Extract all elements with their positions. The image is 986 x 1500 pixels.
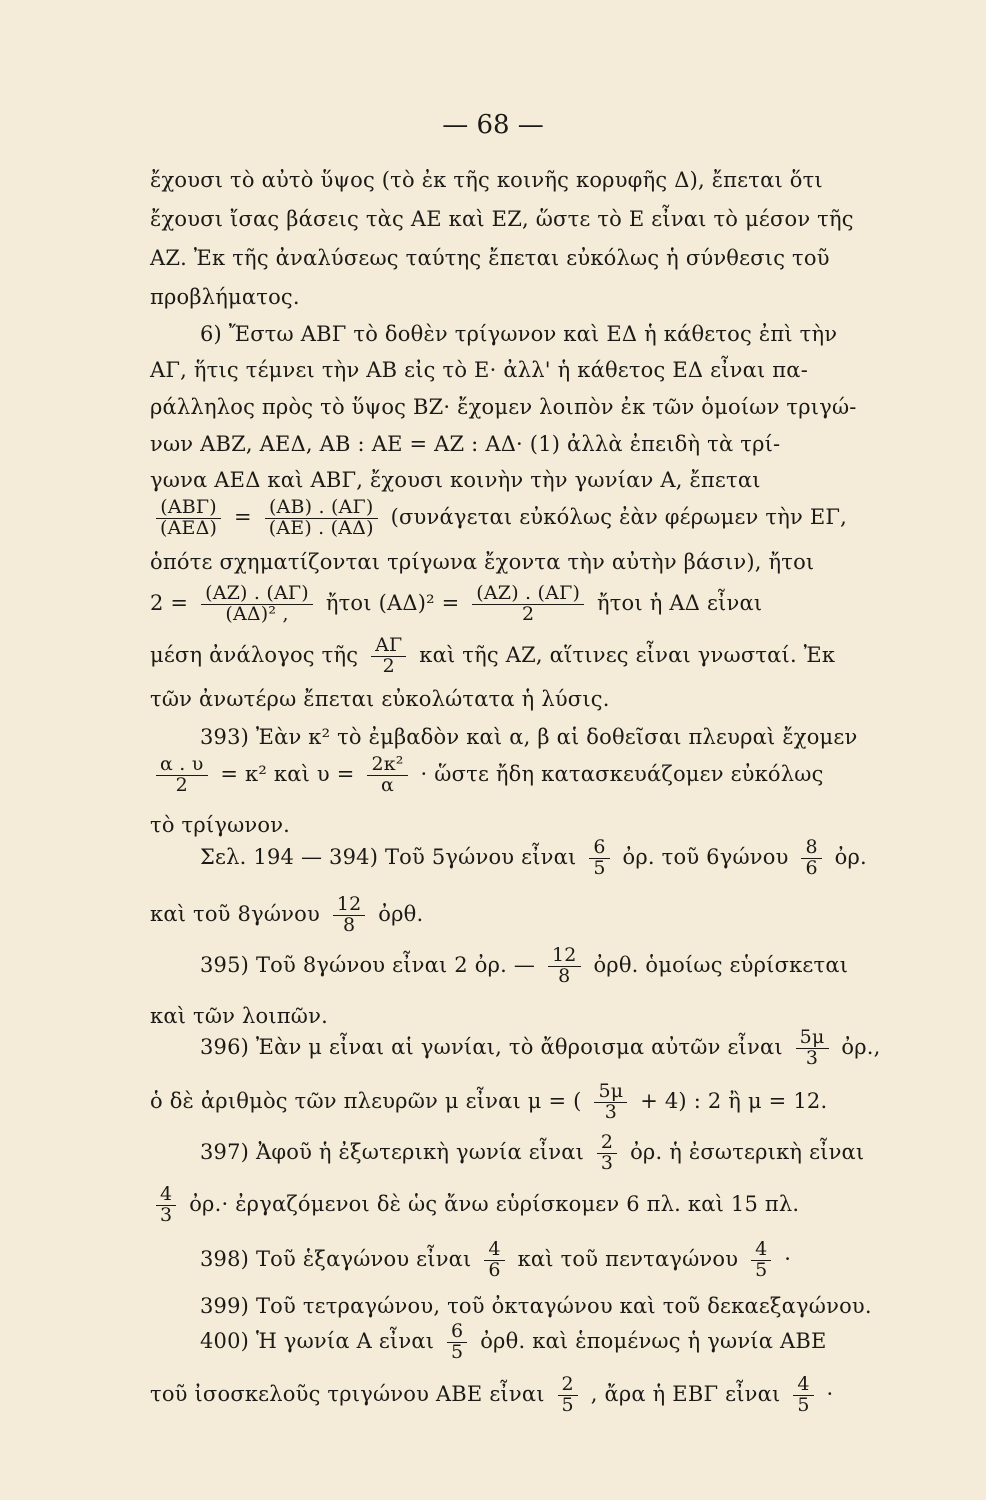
fraction-denominator: 3 [604,1100,618,1123]
page-number: — 68 — [442,110,544,140]
formula-text: 2 = [150,590,189,615]
formula-text: καὶ τῆς ΑΖ, αἵτινες εἶναι γνωσταί. Ἐκ [419,642,836,667]
text-line: γωνα ΑΕΔ καὶ ΑΒΓ, ἔχουσι κοινὴν τὴν γωνίαν Α, ἔπεται [150,468,761,492]
fraction [367,755,407,796]
fraction-numerator: 6 [447,1322,467,1343]
fraction [558,1375,578,1416]
formula-line [150,1375,930,1416]
formula-text: · [784,1246,792,1271]
text-line: τὸ τρίγωνον. [150,813,291,837]
fraction [548,946,581,987]
formula-line [200,838,980,879]
fraction-numerator: 2 [558,1375,578,1396]
fraction-denominator: 3 [160,1203,173,1226]
text-line: καὶ τῶν λοιπῶν. [150,1004,328,1028]
fraction [447,1322,467,1363]
fraction-denominator: 5 [593,856,606,879]
formula-text: + 4) : 2 ἢ μ = 12. [640,1088,828,1113]
text-line: τῶν ἀνωτέρω ἔπεται εὐκολώτατα ἡ λύσις. [150,687,610,711]
fraction-numerator: 5μ [796,1028,829,1049]
formula-text: · ὥστε ἤδη κατασκευάζομεν εὐκόλως [420,761,824,786]
text-line: προβλήματος. [150,285,300,309]
fraction-denominator: 8 [558,964,571,987]
formula-text: = κ² καὶ υ = [220,761,355,786]
fraction-numerator: 12 [333,895,366,916]
formula-text: 400) Ἡ γωνία Α εἶναι [200,1328,435,1353]
formula-text: ὁ δὲ ἀριθμὸς τῶν πλευρῶν μ εἶναι μ = ( [150,1088,582,1113]
fraction-denominator: 2 [522,602,535,625]
fraction [594,1082,627,1123]
formula-text: ἤτοι (ΑΔ)² = [325,590,460,615]
formula-line [150,584,930,625]
fraction [156,1185,176,1226]
fraction-denominator: 5 [561,1393,574,1416]
formula-text: ὀρ. τοῦ 6γώνου [622,844,789,869]
fraction-denominator: 5 [451,1340,464,1363]
formula-text: · [826,1381,834,1406]
fraction [796,1028,829,1069]
fraction-denominator: (ΑΔ)² , [225,602,289,625]
formula-line [200,1240,980,1281]
formula-line [150,1082,930,1123]
fraction-numerator: 8 [801,838,821,859]
formula-line [150,895,930,936]
formula-text: ἤτοι ἡ ΑΔ εἶναι [596,590,763,615]
formula-text: καὶ τοῦ πενταγώνου [517,1246,739,1271]
fraction-numerator: 2κ² [367,755,407,776]
formula-text: ὀρθ. ὁμοίως εὑρίσκεται [593,952,849,977]
fraction-denominator: 2 [175,773,188,796]
formula-text: 397) Ἀφοῦ ἡ ἐξωτερικὴ γωνία εἶναι [200,1139,585,1164]
fraction-denominator: 8 [342,913,356,936]
fraction [265,498,378,539]
fraction-denominator: 2 [382,654,395,677]
equals-sign: = [234,504,252,529]
text-line: ΑΓ, ἥτις τέμνει τὴν ΑΒ εἰς τὸ Ε· ἀλλ' ἡ κάθετος ΕΔ εἶναι πα- [150,358,808,382]
formula-text: 395) Τοῦ 8γώνου εἶναι 2 ὀρ. — [200,952,536,977]
fraction-denominator: (ΑΕΔ) [160,516,218,539]
fraction-numerator: (ΑΒ) . (ΑΓ) [265,498,378,519]
fraction-numerator: 5μ [594,1082,627,1103]
fraction-numerator: 12 [548,946,581,967]
fraction [589,838,609,879]
fraction-numerator: 4 [793,1375,813,1396]
fraction-denominator: 3 [600,1151,614,1174]
fraction-denominator: 5 [797,1393,810,1416]
fraction [156,498,221,539]
formula-text: ὀρθ. [378,901,424,926]
formula-text: καὶ τοῦ 8γώνου [150,901,320,926]
text-line: νων ΑΒΖ, ΑΕΔ, ΑΒ : ΑΕ = ΑΖ : ΑΔ· (1) ἀλλὰ ἐπειδὴ τὰ τρί- [150,432,781,456]
fraction [333,895,366,936]
formula-text: ὀρ., [841,1034,881,1059]
fraction [484,1240,504,1281]
fraction [371,636,406,677]
formula-line [200,1133,980,1174]
text-line: ΑΖ. Ἐκ τῆς ἀναλύσεως ταύτης ἔπεται εὐκόλως ἡ σύνθεσις τοῦ [150,246,830,270]
formula-line [150,755,930,796]
formula-text: ὀρ.· ἐργαζόμενοι δὲ ὡς ἄνω εὑρίσκομεν 6 πλ. καὶ 15 πλ. [189,1191,800,1216]
formula-text: , ἄρα ἡ ΕΒΓ εἶναι [590,1381,781,1406]
formula-text: ὀρ. [834,844,867,869]
formula-line [200,946,980,987]
formula-text: τοῦ ἰσοσκελοῦς τριγώνου ΑΒΕ εἶναι [150,1381,545,1406]
fraction-denominator: 5 [755,1258,768,1281]
fraction-numerator: 2 [597,1133,617,1154]
formula-text: μέση ἀνάλογος τῆς [150,642,359,667]
fraction-denominator: 6 [488,1258,501,1281]
formula-line [200,1322,980,1363]
formula-line [150,498,930,539]
fraction-numerator: 4 [751,1240,771,1261]
formula-line [200,1028,980,1069]
fraction-numerator: 4 [484,1240,504,1261]
fraction [156,755,208,796]
fraction [201,584,313,625]
fraction [597,1133,617,1174]
formula-line [150,1185,930,1226]
text-line: ὁπότε σχηματίζονται τρίγωνα ἔχοντα τὴν αὐτὴν βάσιν), ἤτοι [150,550,815,574]
fraction-denominator: 6 [805,856,818,879]
text-line: 6) Ἔστω ΑΒΓ τὸ δοθὲν τρίγωνον καὶ ΕΔ ἡ κάθετος ἐπὶ τὴν [200,322,838,346]
formula-text: ὀρ. ἡ ἐσωτερικὴ εἶναι [630,1139,865,1164]
text-line: ράλληλος πρὸς τὸ ὕψος ΒΖ· ἔχομεν λοιπὸν ἐκ τῶν ὁμοίων τριγώ- [150,395,857,419]
text-line: 393) Ἐὰν κ² τὸ ἐμβαδὸν καὶ α, β αἱ δοθεῖσαι πλευραὶ ἔχομεν [200,725,858,749]
fraction-numerator: 6 [589,838,609,859]
fraction [793,1375,813,1416]
formula-text: Σελ. 194 — 394) Τοῦ 5γώνου εἶναι [200,844,577,869]
formula-text: ὀρθ. καὶ ἑπομένως ἡ γωνία ΑΒΕ [480,1328,827,1353]
fraction-denominator: 3 [805,1046,819,1069]
fraction-numerator: (ΑΖ) . (ΑΓ) [472,584,584,605]
fraction [801,838,821,879]
fraction-numerator: ΑΓ [371,636,406,657]
fraction-numerator: (ΑΖ) . (ΑΓ) [201,584,313,605]
fraction-numerator: (ΑΒΓ) [156,498,221,519]
formula-line [150,636,930,677]
fraction-numerator: α . υ [156,755,208,776]
fraction-denominator: α [381,773,395,796]
text-line: 399) Τοῦ τετραγώνου, τοῦ ὀκταγώνου καὶ τοῦ δεκαεξαγώνου. [200,1294,872,1318]
formula-text: 398) Τοῦ ἑξαγώνου εἶναι [200,1246,472,1271]
formula-text: 396) Ἐὰν μ εἶναι αἱ γωνίαι, τὸ ἄθροισμα αὐτῶν εἶναι [200,1034,783,1059]
fraction [472,584,584,625]
fraction-numerator: 4 [156,1185,176,1206]
text-line: ἔχουσι τὸ αὐτὸ ὕψος (τὸ ἐκ τῆς κοινῆς κορυφῆς Δ), ἔπεται ὅτι [150,168,823,192]
fraction-denominator: (ΑΕ) . (ΑΔ) [268,516,374,539]
formula-text: (συνάγεται εὐκόλως ἐὰν φέρωμεν τὴν ΕΓ, [390,504,848,529]
fraction [751,1240,771,1281]
text-line: ἔχουσι ἴσας βάσεις τὰς ΑΕ καὶ ΕΖ, ὥστε τὸ Ε εἶναι τὸ μέσον τῆς [150,207,854,231]
